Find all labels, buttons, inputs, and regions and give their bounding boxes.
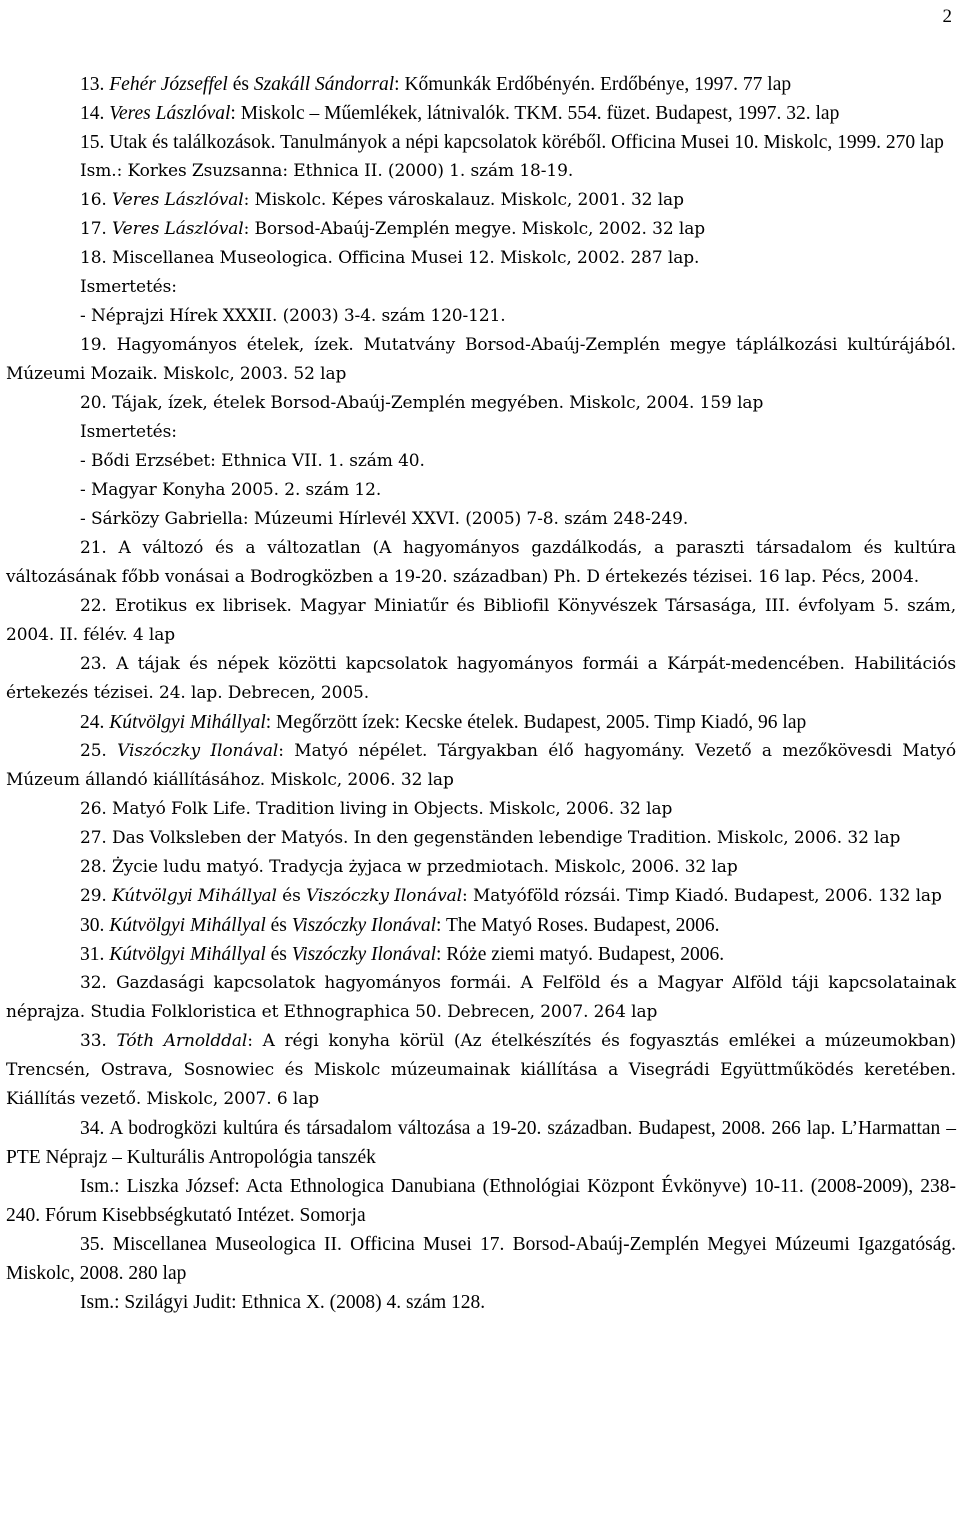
bibliography-entry [6,940,956,969]
coauthor-name: Viszóczky Ilonával [291,944,436,965]
coauthor-name: Kútvölgyi Mihállyal [112,886,277,906]
entry-text: Ism.: Liszka József: Acta Ethnologica Danubiana (Ethnológiai Központ Évkönyve) 10-11. (2008-2009), 238-240. Fórum Kisebbségkutató Intézet. Somorja [6,1176,956,1226]
entry-text: 26. Matyó Folk Life. Tradition living in Objects. Miskolc, 2006. 32 lap [80,799,673,819]
entry-text: 18. Miscellanea Museologica. Officina Musei 12. Miskolc, 2002. 287 lap. [80,248,700,268]
coauthor-name: Veres Lászlóval [112,190,244,210]
entry-text: : Matyó népélet. Tárgyakban élő hagyomány. Vezető a mezőkövesdi Matyó Múzeum állandó kiállításához. Miskolc, 2006. 32 lap [6,741,957,790]
coauthor-name: Kútvölgyi Mihállyal [109,944,266,965]
entry-text: 25. [80,741,118,761]
coauthor-name: Kútvölgyi Mihállyal [109,712,266,733]
entry-text: : Matyóföld rózsái. Timp Kiadó. Budapest, 2006. 132 lap [462,886,942,906]
bibliography-entry [6,737,956,795]
entry-text: : Miskolc – Műemlékek, látnivalók. TKM. 554. füzet. Budapest, 1997. 32. lap [230,103,840,124]
bibliography-entry [6,389,956,418]
bibliography-entry [6,708,956,737]
entry-text: 17. [80,219,113,239]
bibliography-entry [6,505,956,534]
entry-text: - Néprajzi Hírek XXXII. (2003) 3-4. szám 120-121. [80,306,506,326]
entry-text: 24. [80,712,110,733]
entry-text: 19. Hagyományos ételek, ízek. Mutatvány Borsod-Abaúj-Zemplén megye táplálkozási kultúrájából. Múzeumi Mozaik. Miskolc, 2003. 52 lap [6,335,956,384]
entry-text: 33. [80,1031,117,1051]
entry-text: : Róże ziemi matyó. Budapest, 2006. [436,944,725,965]
entry-text: : Miskolc. Képes városkalauz. Miskolc, 2001. 32 lap [243,190,684,210]
entry-text: Ism.: Korkes Zsuzsanna: Ethnica II. (2000) 1. szám 18-19. [80,161,574,181]
entry-text: 22. Erotikus ex librisek. Magyar Miniatűr és Bibliofil Könyvészek Társasága, III. évfolyam 5. szám, 2004. II. félév. 4 lap [6,596,956,645]
coauthor-name: Viszóczky Ilonával [117,741,279,761]
entry-text: : Borsod-Abaúj-Zemplén megye. Miskolc, 2002. 32 lap [243,219,706,239]
bibliography-entry [6,331,956,389]
bibliography-entry [6,795,956,824]
entry-text: 20. Tájak, ízek, ételek Borsod-Abaúj-Zemplén megyében. Miskolc, 2004. 159 lap [80,393,764,413]
bibliography-entry [6,911,956,940]
entry-text: Ismertetés: [80,277,177,297]
entry-text: : Megőrzött ízek: Kecske ételek. Budapest, 2005. Timp Kiadó, 96 lap [265,712,807,733]
entry-text: 15. Utak és találkozások. Tanulmányok a népi kapcsolatok köréből. Officina Musei 10. Miskolc, 1999. 270 lap [80,132,944,153]
bibliography-entry [6,1230,956,1288]
bibliography-entry [6,853,956,882]
page-number: 2 [942,6,952,27]
bibliography-entry [6,969,956,1027]
entry-text: 16. [80,190,113,210]
bibliography-entry [6,215,956,244]
entry-text: - Sárközy Gabriella: Múzeumi Hírlevél XXVI. (2005) 7-8. szám 248-249. [80,509,689,529]
coauthor-name: Veres Lászlóval [109,103,231,124]
entry-text: 30. [80,915,110,936]
coauthor-name: Fehér Józseffel [109,74,228,95]
bibliography-entry [6,534,956,592]
entry-text: 35. Miscellanea Museologica II. Officina Musei 17. Borsod-Abaúj-Zemplén Megyei Múzeumi Igazgatóság. Miskolc, 2008. 280 lap [6,1234,956,1284]
entry-text: 32. Gazdasági kapcsolatok hagyományos formái. A Felföld és a Magyar Alföld táji kapcsolatainak néprajza. Studia Folkloristica et Ethnographica 50. Debrecen, 2007. 264 lap [6,973,956,1022]
bibliography-entry [6,157,956,186]
coauthor-name: Tóth Arnolddal [116,1031,248,1051]
entry-text: 13. [80,74,110,95]
entry-text: 27. Das Volksleben der Matyós. In den gegenständen lebendige Tradition. Miskolc, 2006. 32 lap [80,828,901,848]
bibliography-entry [6,418,956,447]
bibliography-entry [6,99,956,128]
bibliography-entry [6,1288,956,1317]
bibliography-entry [6,186,956,215]
entry-text: 34. A bodrogközi kultúra és társadalom változása a 19-20. században. Budapest, 2008. 266 lap. L’Harmattan – PTE Néprajz – Kulturális Antropológia tanszék [6,1118,956,1168]
bibliography-entry [6,70,956,99]
entry-text: és [227,74,254,95]
bibliography-entry [6,1172,956,1230]
coauthor-name: Viszóczky Ilonával [306,886,463,906]
coauthor-name: Veres Lászlóval [112,219,244,239]
entry-text: 23. A tájak és népek közötti kapcsolatok hagyományos formái a Kárpát-medencében. Habilitációs értekezés tézisei. 24. lap. Debrecen, 2005. [6,654,956,703]
bibliography-list [6,70,956,1317]
entry-text: és [265,944,292,965]
bibliography-entry [6,650,956,708]
entry-text: 14. [80,103,110,124]
bibliography-entry [6,882,956,911]
entry-text: Ismertetés: [80,422,177,442]
bibliography-entry [6,1027,956,1114]
entry-text: - Magyar Konyha 2005. 2. szám 12. [80,480,382,500]
coauthor-name: Viszóczky Ilonával [291,915,436,936]
entry-text: és [265,915,292,936]
entry-text: : A régi konyha körül (Az ételkészítés és fogyasztás emlékei a múzeumokban) Trencsén, Ostrava, Sosnowiec és Miskolc múzeumainak kiállítása a Visegrádi Együttműködés keretében. Kiállítás vezető. Miskolc, 2007. 6 lap [6,1031,956,1109]
entry-text: - Bődi Erzsébet: Ethnica VII. 1. szám 40. [80,451,425,471]
bibliography-entry [6,824,956,853]
entry-text: : Kőmunkák Erdőbényén. Erdőbénye, 1997. 77 lap [394,74,792,95]
entry-text: 31. [80,944,110,965]
entry-text: 21. A változó és a változatlan (A hagyományos gazdálkodás, a paraszti társadalom és kultúra változásának főbb vonásai a Bodrogközben a 19-20. században) Ph. D értekezés tézisei. 16 lap. Pécs, 2004. [6,538,956,587]
bibliography-entry [6,273,956,302]
coauthor-name: Szakáll Sándorral [253,74,395,95]
bibliography-entry [6,244,956,273]
bibliography-entry [6,476,956,505]
entry-text: és [276,886,307,906]
bibliography-entry [6,128,956,157]
bibliography-entry [6,592,956,650]
bibliography-entry [6,1114,956,1172]
bibliography-entry [6,447,956,476]
entry-text: Ism.: Szilágyi Judit: Ethnica X. (2008) 4. szám 128. [80,1292,486,1313]
entry-text: : The Matyó Roses. Budapest, 2006. [436,915,720,936]
entry-text: 28. Życie ludu matyó. Tradycja żyjaca w przedmiotach. Miskolc, 2006. 32 lap [80,857,738,877]
bibliography-entry [6,302,956,331]
entry-text: 29. [80,886,113,906]
coauthor-name: Kútvölgyi Mihállyal [109,915,266,936]
